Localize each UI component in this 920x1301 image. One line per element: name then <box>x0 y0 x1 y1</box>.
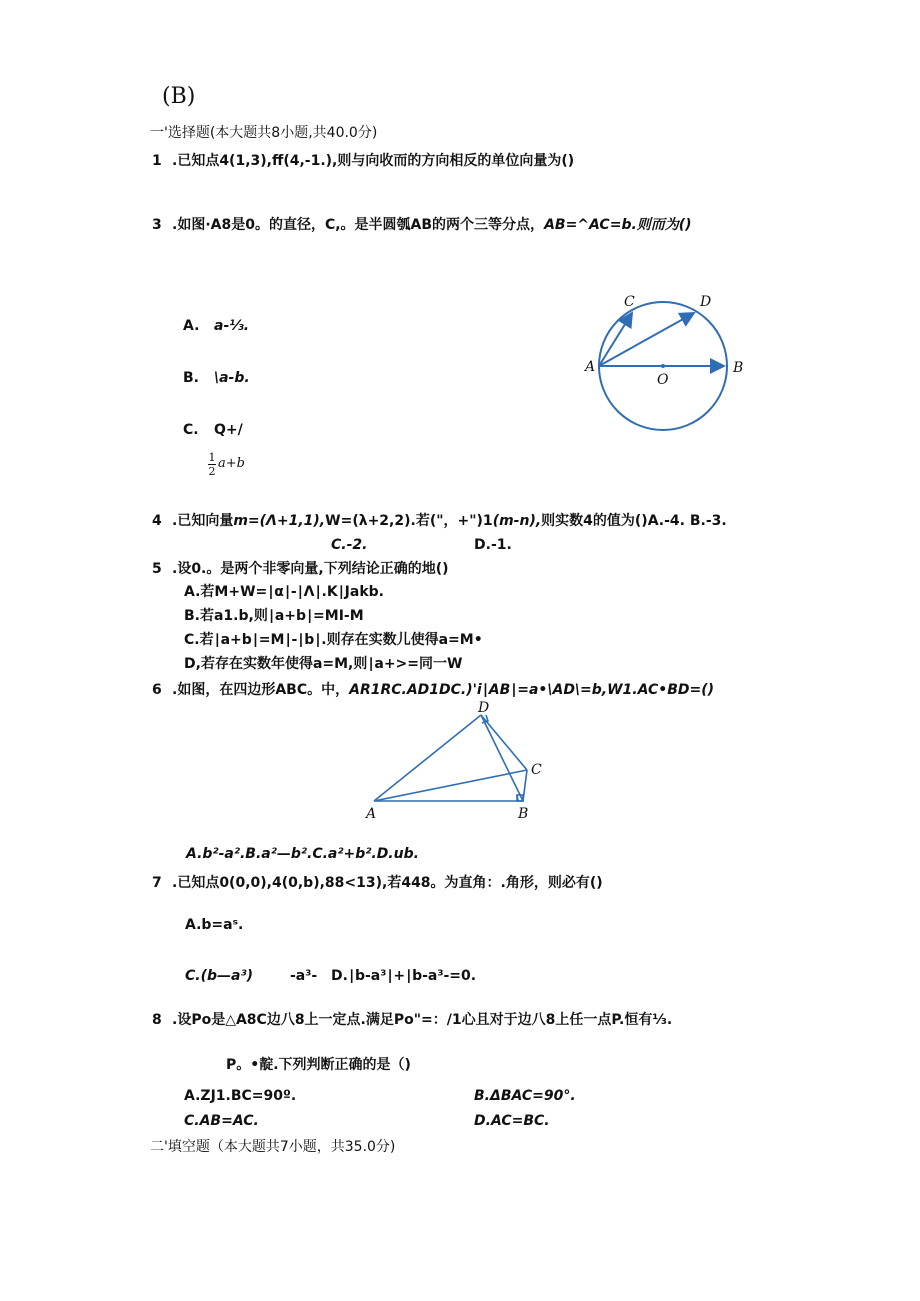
q7-number: 7 <box>152 875 162 891</box>
q3-option-c-label: C. <box>183 422 199 438</box>
label-c: C <box>531 762 542 778</box>
q5-option-c: C.若∣a+b∣=M∣-∣b∣.则存在实数儿使得a=M• <box>184 632 483 648</box>
q3-number: 3 <box>152 217 162 233</box>
q3-option-a-label: A. <box>183 318 200 334</box>
q7-option-c-tail: -a³- <box>290 968 318 984</box>
section-title-choice: 一'选择题(本大题共8小题,共40.0分) <box>150 125 378 141</box>
label-a: A <box>366 806 377 822</box>
q7-text: .已知点0(0,0),4(0,b),88<13),若448。为直角：.角形，则必有() <box>172 875 603 891</box>
q5-option-a: A.若M+W=∣α∣-∣Λ∣.K∣Jakb. <box>184 584 384 600</box>
label-b: B <box>733 360 744 376</box>
q3-option-a: a-⅓. <box>214 318 250 334</box>
q5-text: .设0.。是两个非零向量,下列结论正确的地() <box>172 561 449 577</box>
side-ad <box>374 715 481 801</box>
q6-number: 6 <box>152 682 162 698</box>
q8-text: .设Po是△A8C边八8上一定点.满足Po"=：/1心且对于边八8上任一点P.恒有⅓. <box>172 1012 673 1028</box>
q8-option-a: A.ZJ1.BC=90º. <box>184 1088 297 1104</box>
q7-option-d: D.∣b-a³∣+∣b-a³-=0. <box>331 968 477 984</box>
q6-text: .如图，在四边形ABC。中，AR1RC.AD1DC.)'i∣AB∣=a•\AD\=b,W1.AC•BD=() <box>172 682 715 698</box>
q3-option-c: Q+/ <box>214 422 243 438</box>
q5-option-d: D,若存在实数年使得a=M,则∣a+>=同一W <box>184 656 463 672</box>
q4-text: .已知向量m=(Λ+1,1),W=(λ+2,2).若("，+")1(m-n),则实数4的值为()A.-4. B.-3. <box>172 513 727 529</box>
q8-option-d: D.AC=BC. <box>474 1113 550 1129</box>
label-d: D <box>478 700 490 716</box>
label-c: C <box>624 294 635 310</box>
q7-option-a: A.b=aˢ. <box>185 917 244 933</box>
label-b: B <box>518 806 529 822</box>
q6-options: A.b²-a².B.a²—b².C.a²+b².D.ub. <box>186 846 419 862</box>
q4-option-d: D.-1. <box>474 537 512 553</box>
q3-text: .如图·A8是0。的直径，C,。是半圆瓠AB的两个三等分点，AB=^AC=b.则而为() <box>172 217 692 233</box>
q3-option-b-label: B. <box>183 370 199 386</box>
label-a: A <box>585 359 596 375</box>
q8-number: 8 <box>152 1012 162 1028</box>
q8-text-line2: P。•靛.下列判断正确的是（) <box>226 1057 411 1073</box>
q7-option-c: C.(b—a³) <box>185 968 253 984</box>
diagonal-ac <box>374 770 527 801</box>
section-title-fill-blank: 二'填空题（本大题共7小题，共35.0分) <box>150 1139 396 1155</box>
q3-option-c-fraction: 1 2 <box>208 451 216 478</box>
q1-text: .已知点4(1,3),ff(4,-1.),则与向收而的方向相反的单位向量为() <box>172 153 575 169</box>
q3-option-c-fraction-rest: a+b <box>218 456 245 471</box>
q5-number: 5 <box>152 561 162 577</box>
label-o: O <box>657 372 669 388</box>
q3-option-b: \a-b. <box>214 370 250 386</box>
q1-number: 1 <box>152 153 162 169</box>
q5-option-b: B.若a1.b,则∣a+b∣=MI-M <box>184 608 364 624</box>
label-d: D <box>700 294 712 310</box>
version-label: (B) <box>162 84 196 109</box>
q8-option-b: B.ΔBAC=90°. <box>474 1088 576 1104</box>
q4-option-c: C.-2. <box>331 537 368 553</box>
q8-option-c: C.AB=AC. <box>184 1113 259 1129</box>
q4-number: 4 <box>152 513 162 529</box>
